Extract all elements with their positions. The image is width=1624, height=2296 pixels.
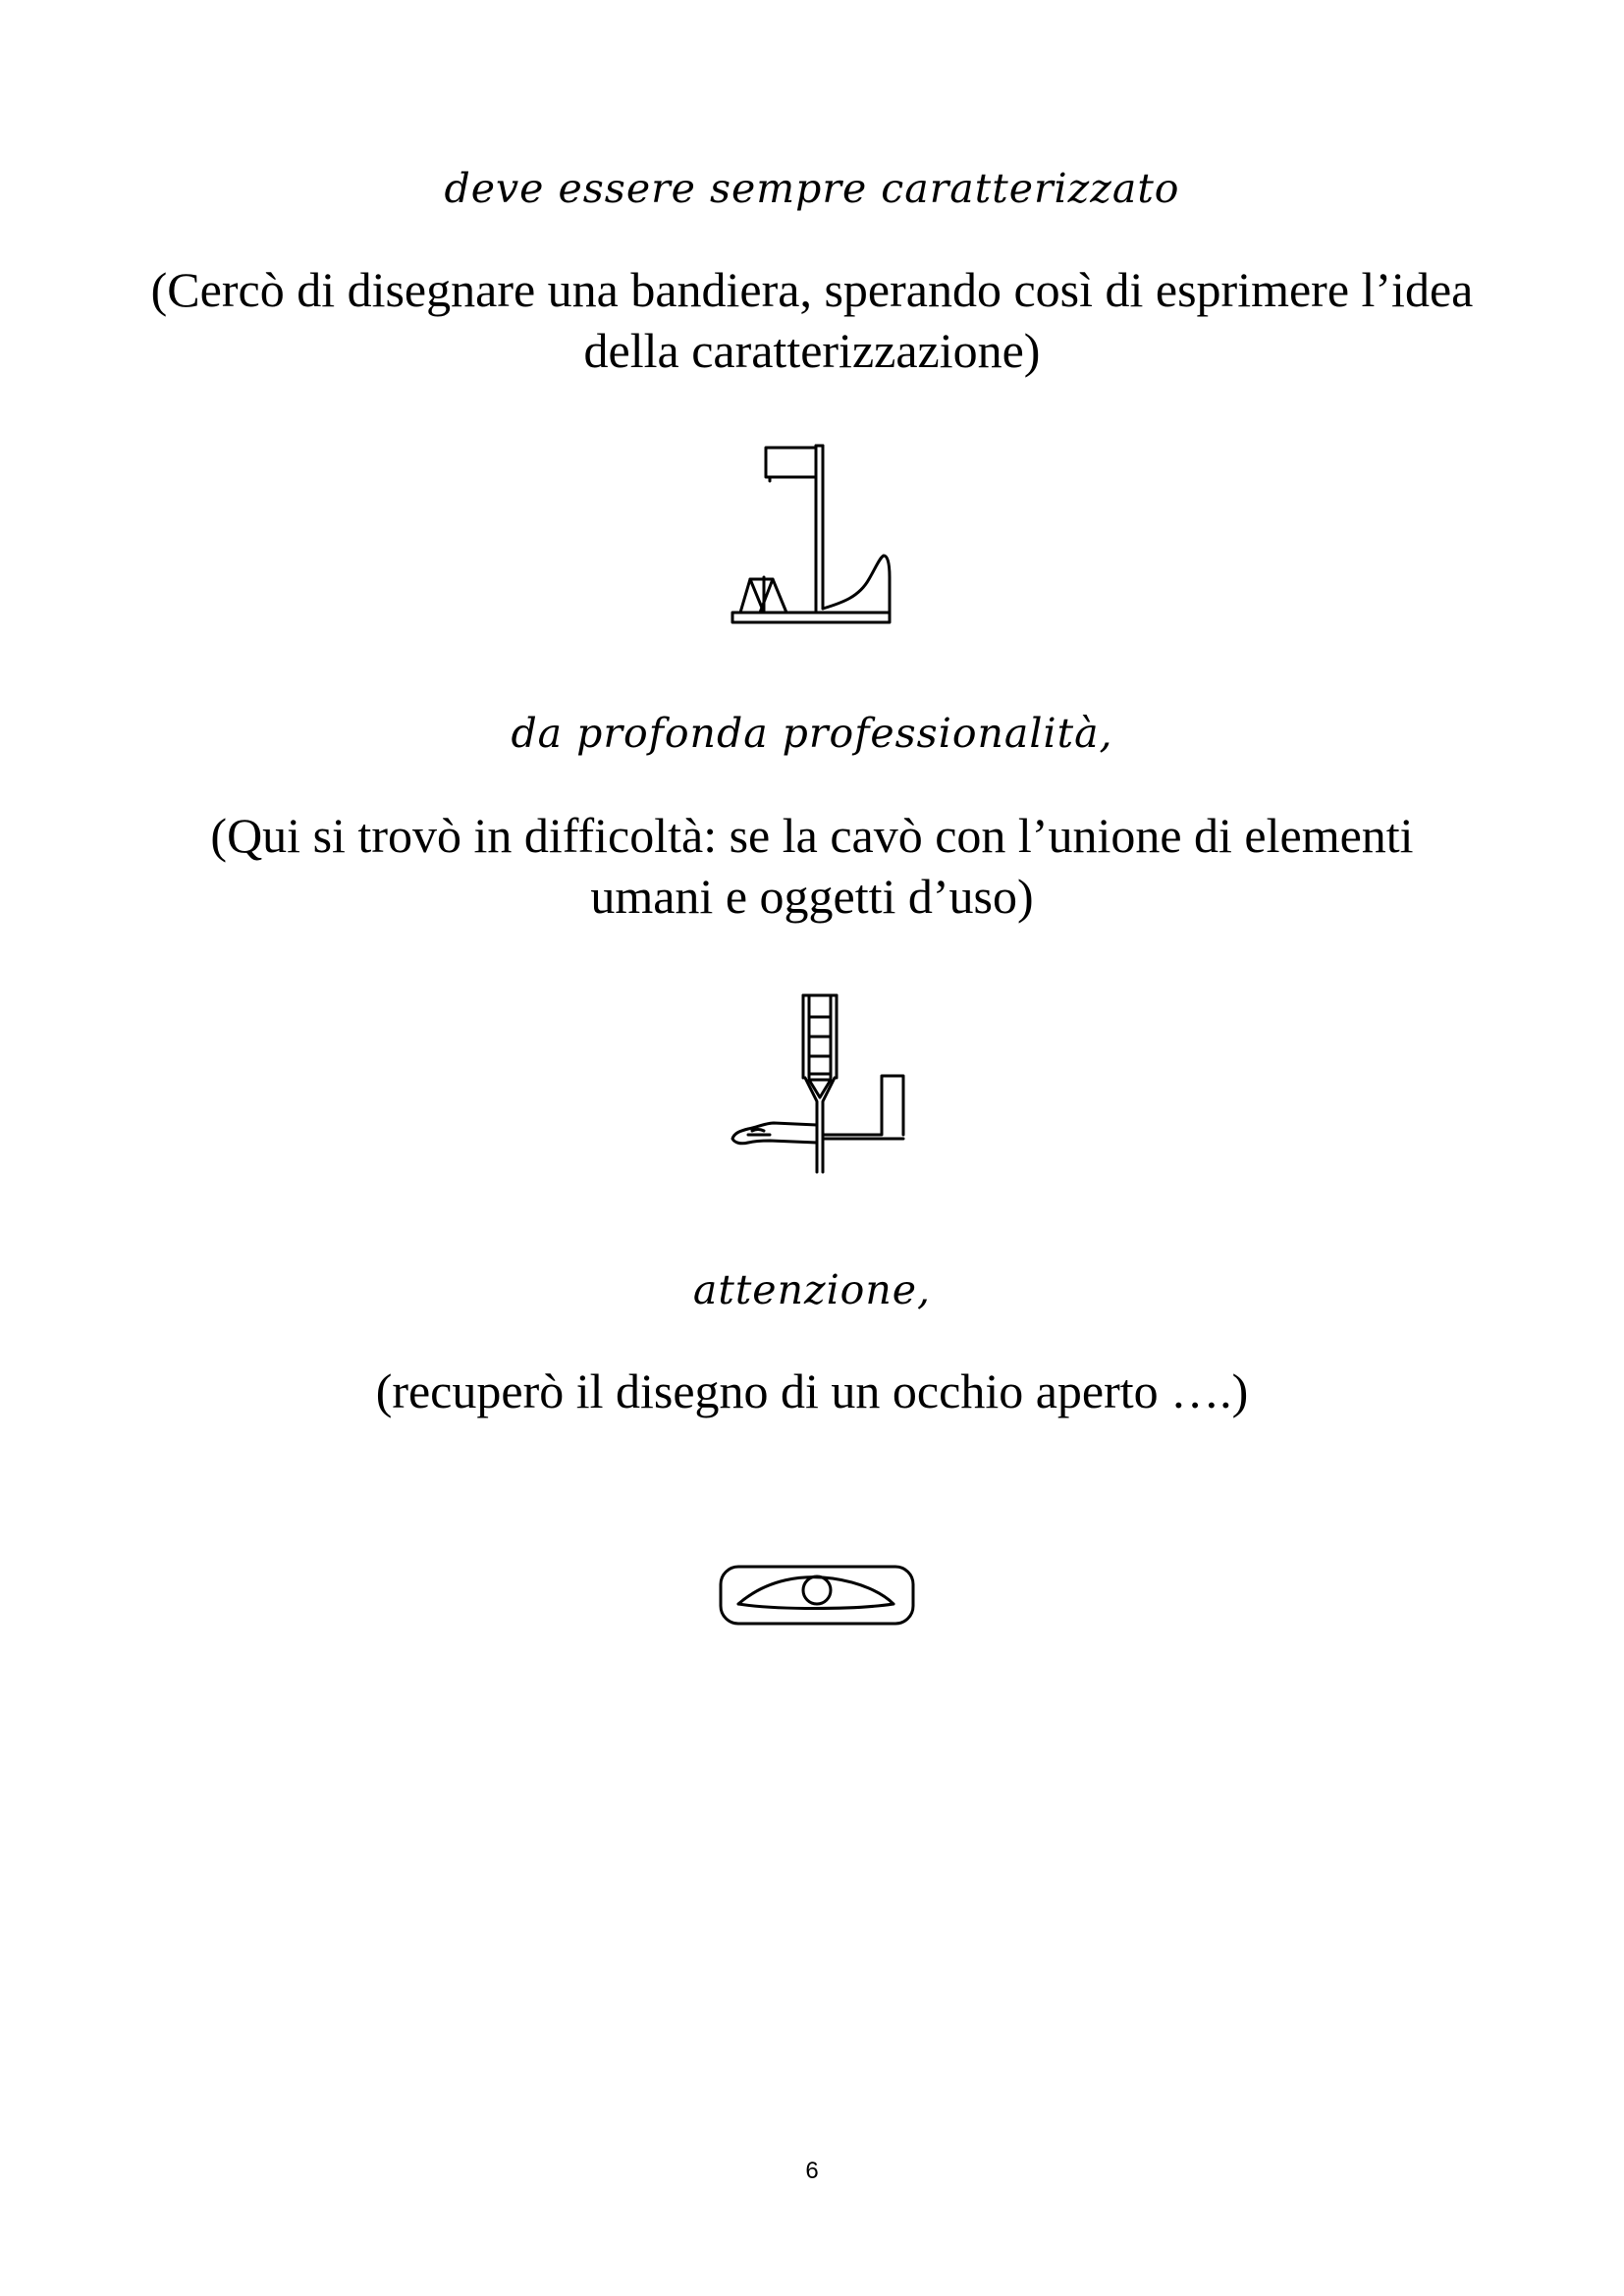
flag-tent-hieroglyph-icon: [727, 440, 907, 628]
note-ladder-hand: (Qui si trovò in difficoltà: se la cavò con l’unione di elementi umani e oggetti d’uso): [210, 808, 1414, 924]
phrase-professionalita: da profonda professionalità,: [511, 710, 1113, 757]
ladder-hand-hieroglyph-icon: [727, 991, 913, 1178]
phrase-caratterizzato: deve essere sempre caratterizzato: [444, 165, 1180, 212]
note-eye: (recuperò il disegno di un occhio aperto ….): [375, 1363, 1249, 1418]
eye-cartouche-hieroglyph-icon: [717, 1561, 919, 1631]
note-flag: (Cercò di disegnare una bandiera, sperando così di esprimere l’idea della caratterizzazione): [150, 262, 1474, 378]
page-number: 6: [805, 2158, 819, 2184]
phrase-attenzione: attenzione,: [692, 1266, 932, 1313]
